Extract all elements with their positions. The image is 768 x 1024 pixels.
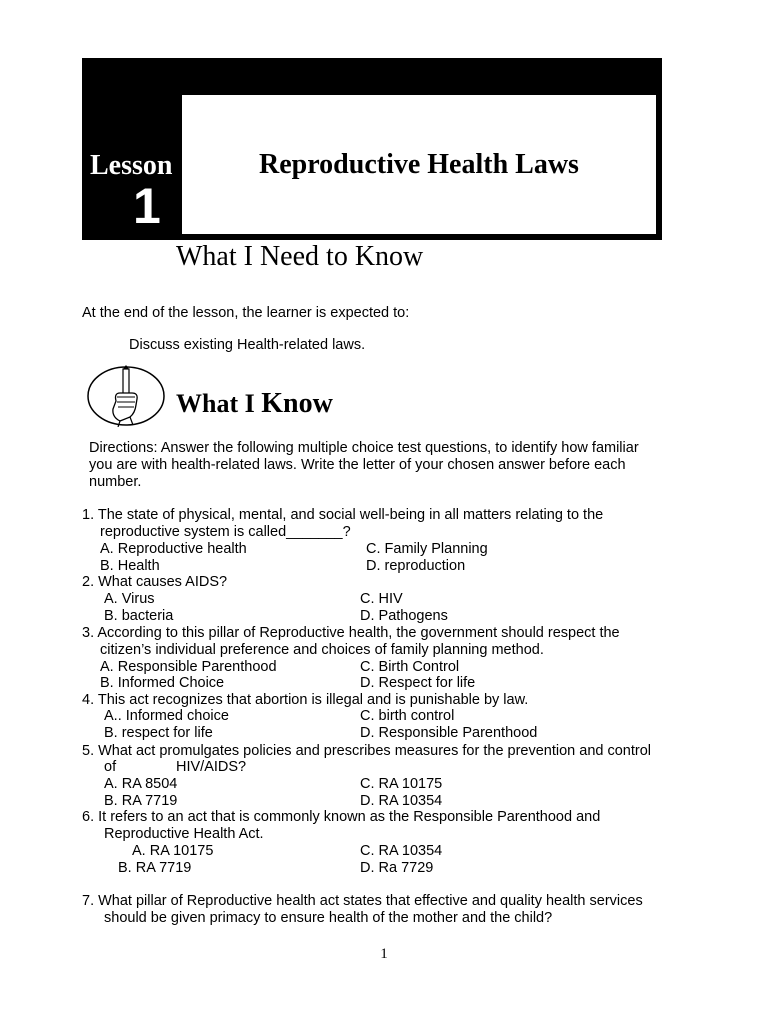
q4-option-c: C. birth control [360,708,455,724]
heading-part2: Know [261,388,333,419]
q1-option-c: C. Family Planning [366,541,488,557]
q6-option-a: A. RA 10175 [132,843,214,859]
q6-option-c: C. RA 10354 [360,843,443,859]
lesson-number: 1 [133,178,161,234]
question-7: 7. What pillar of Reproductive health act states that effective and quality health services [82,893,643,909]
objective-text: Discuss existing Health-related laws. [129,337,366,353]
q3-option-c: C. Birth Control [360,659,460,675]
question-1: 1. The state of physical, mental, and social well-being in all matters relating to the [82,507,604,523]
page-number: 1 [380,946,388,962]
question-6-cont: Reproductive Health Act. [104,826,264,842]
q3-option-d: D. Respect for life [360,675,476,691]
lesson-label: Lesson [90,150,173,181]
q5-option-c: C. RA 10175 [360,776,443,792]
lesson-title: Reproductive Health Laws [259,149,579,180]
q5-option-b: B. RA 7719 [104,793,178,809]
question-5-cont: HIV/AIDS? [176,759,247,775]
directions-line-3: number. [89,474,142,490]
q2-option-d: D. Pathogens [360,608,448,624]
question-7-cont: should be given primacy to ensure health of the mother and the child? [104,910,553,926]
heading-part1: What I [176,389,262,418]
directions-line-1: Directions: Answer the following multiple choice test questions, to identify how familiar [89,440,639,456]
q1-option-a: A. Reproductive health [100,541,247,557]
section-heading-need-to-know: What I Need to Know [176,241,424,272]
q5-option-d: D. RA 10354 [360,793,443,809]
q2-option-a: A. Virus [104,591,155,607]
q1-option-b: B. Health [100,558,160,574]
question-1-cont: reproductive system is called_______? [100,524,351,540]
q4-option-b: B. respect for life [104,725,213,741]
question-3-cont: citizen’s individual preference and choices of family planning method. [100,642,544,658]
question-6: 6. It refers to an act that is commonly known as the Responsible Parenthood and [82,809,601,825]
intro-text: At the end of the lesson, the learner is expected to: [82,305,410,321]
question-2: 2. What causes AIDS? [82,574,228,590]
section-heading-what-i-know [176,388,333,420]
question-5: 5. What act promulgates policies and prescribes measures for the prevention and control [82,743,652,759]
q2-option-c: C. HIV [360,591,403,607]
question-3: 3. According to this pillar of Reproductive health, the government should respect the [82,625,620,641]
q3-option-a: A. Responsible Parenthood [100,659,277,675]
q6-option-d: D. Ra 7729 [360,860,434,876]
q4-option-d: D. Responsible Parenthood [360,725,538,741]
q4-option-a: A.. Informed choice [104,708,229,724]
q6-option-b: B. RA 7719 [118,860,192,876]
question-4: 4. This act recognizes that abortion is illegal and is punishable by law. [82,692,529,708]
q1-option-d: D. reproduction [366,558,466,574]
question-5-cont-of: of [104,759,117,775]
q2-option-b: B. bacteria [104,608,174,624]
q5-option-a: A. RA 8504 [104,776,178,792]
hand-holding-pencil-icon [86,365,168,427]
directions-line-2: you are with health-related laws. Write the letter of your chosen answer before each [89,457,626,473]
q3-option-b: B. Informed Choice [100,675,225,691]
